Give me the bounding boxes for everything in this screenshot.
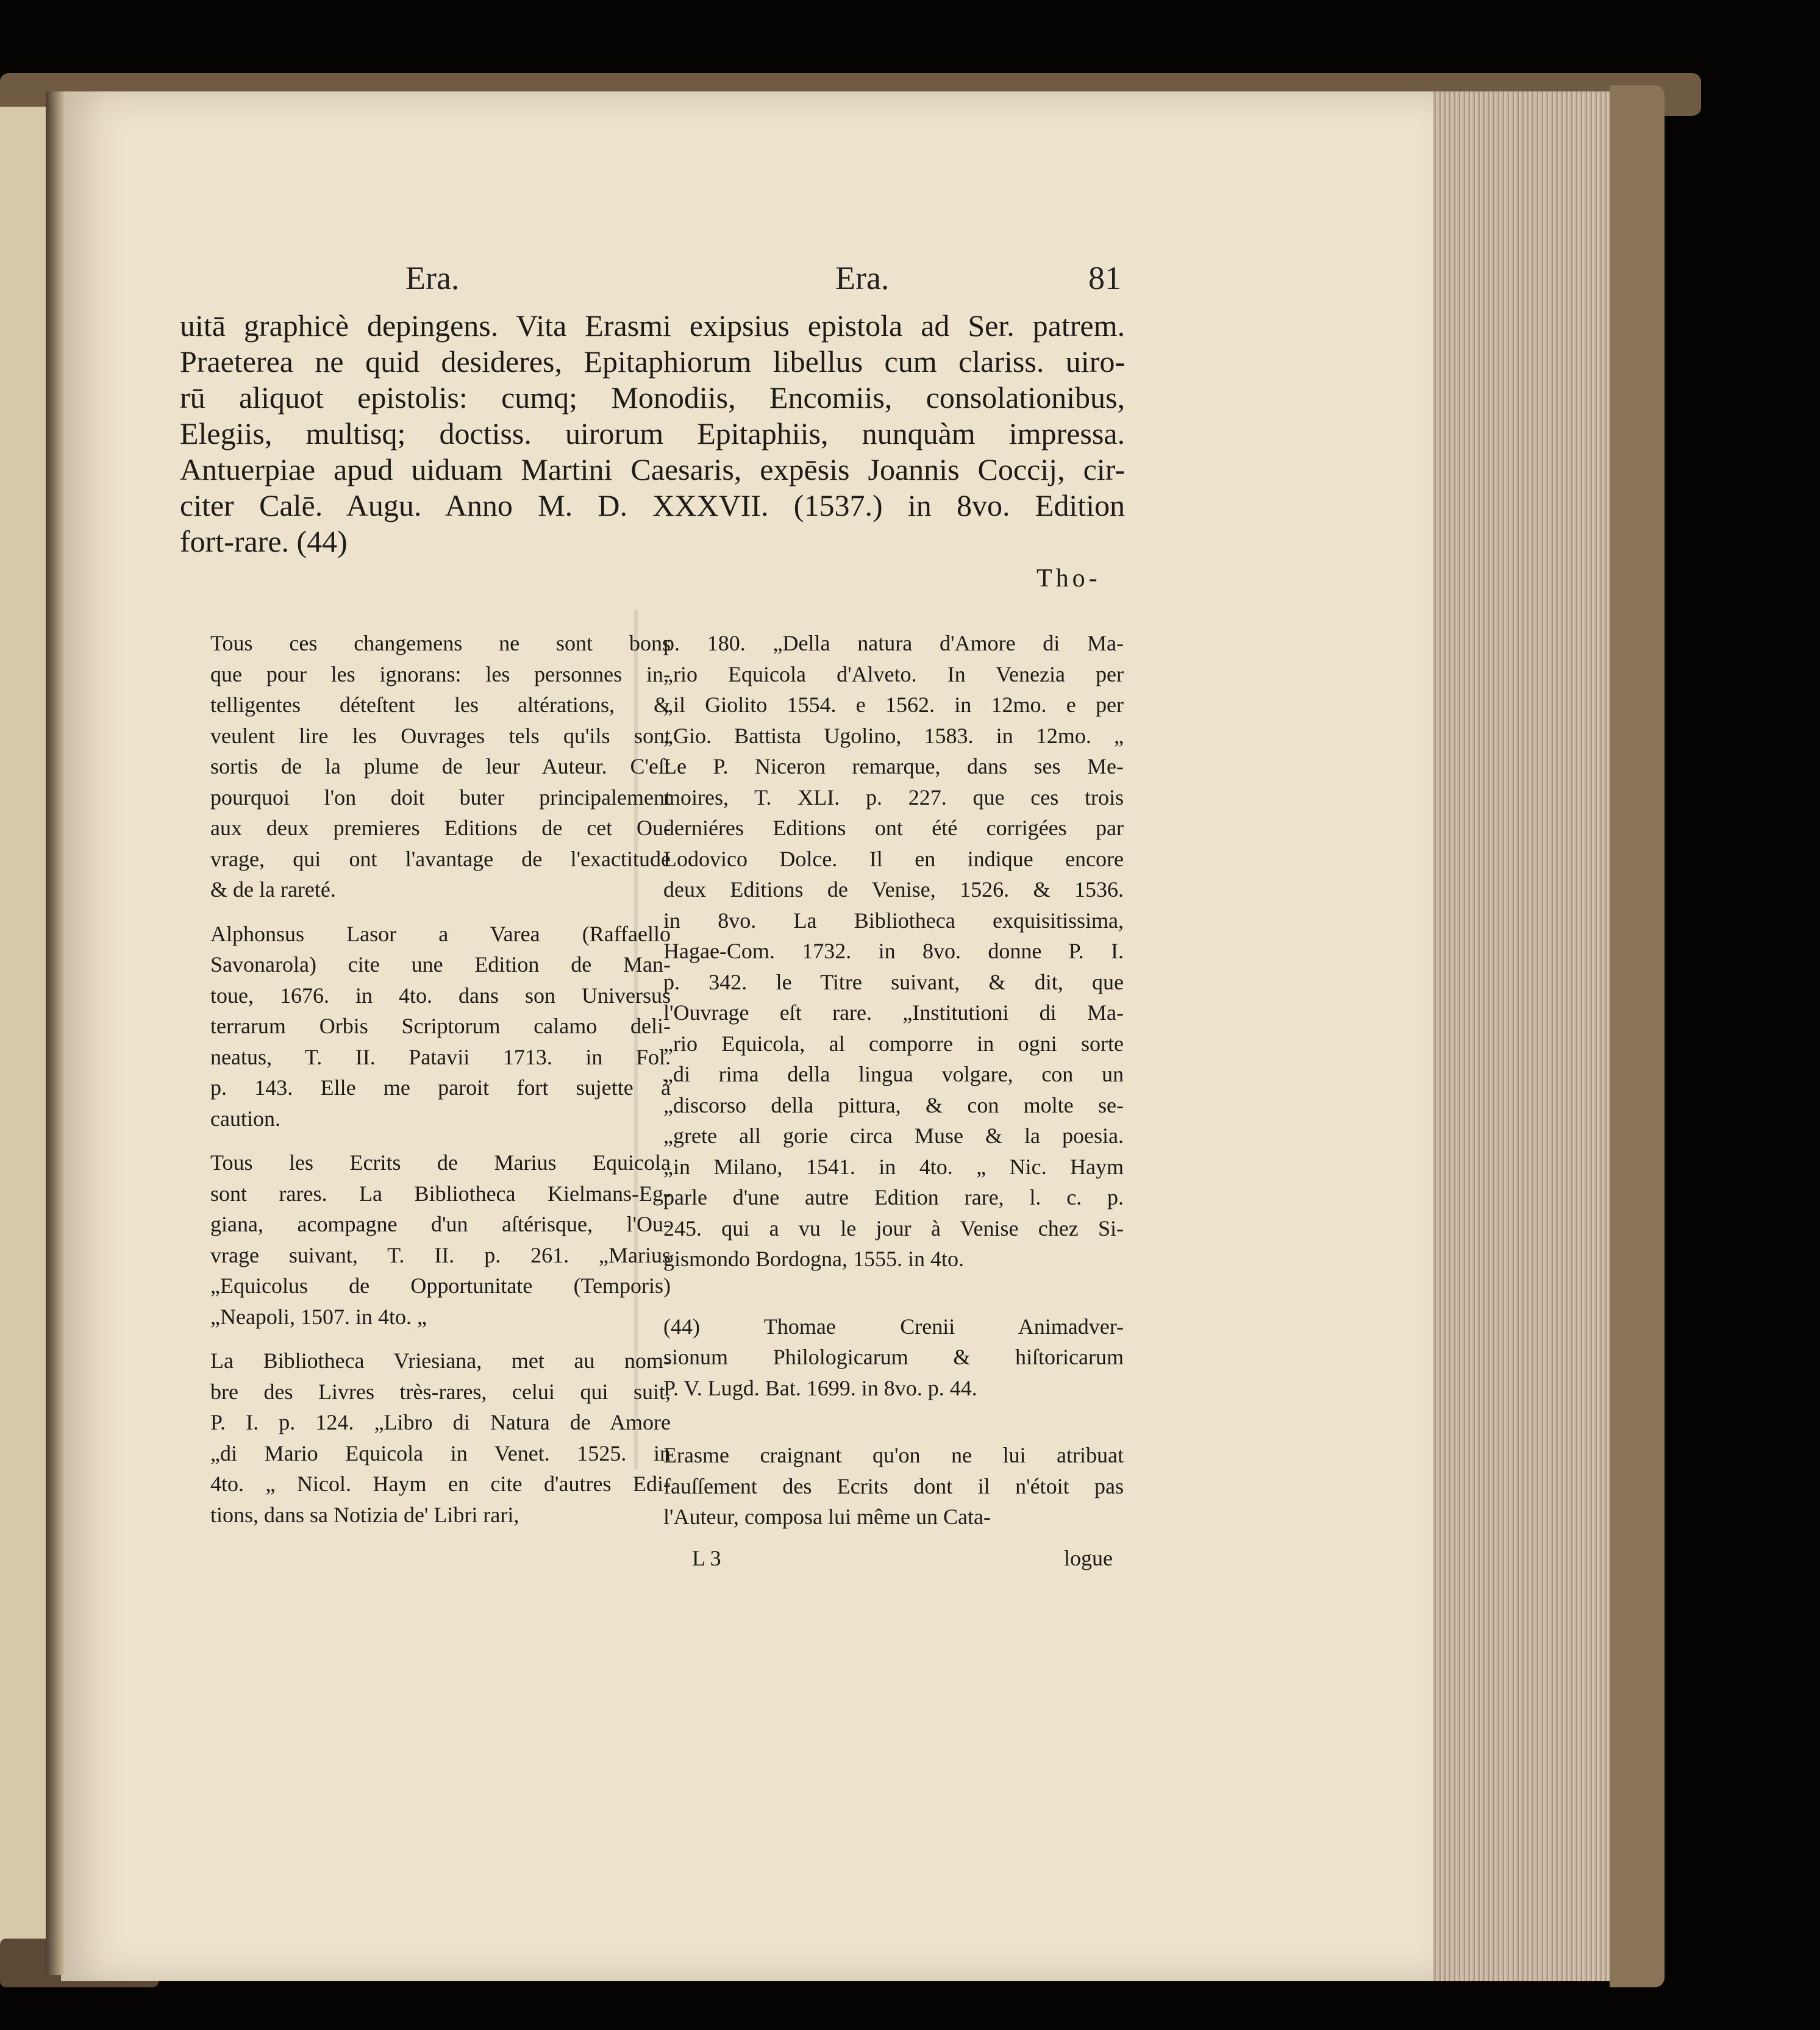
left-column-text [210, 628, 671, 1530]
text-line: 245. qui a vu le jour à Venise chez Si- [663, 1216, 1124, 1241]
title-entry-block [180, 308, 1125, 560]
title-line: Praeterea ne quid desideres, Epitaphiorum libellus cum clariss. uiro- [180, 344, 1125, 379]
text-line: Savonarola) cite une Edition de Man- [210, 952, 671, 977]
title-line: citer Calē. Augu. Anno M. D. XXXVII. (1537.) in 8vo. Edition [180, 488, 1125, 522]
text-line: & de la rareté. [210, 877, 336, 902]
title-line: Antuerpiae apud uiduam Martini Caesaris, expēsis Joannis Coccij, cir- [180, 452, 1125, 486]
text-line: l'Auteur, composa lui même un Cata- [663, 1505, 991, 1529]
text-line: giana, acompagne d'un aſtérisque, l'Ou- [210, 1212, 671, 1236]
text-line: in 8vo. La Bibliotheca exquisitissima, [663, 908, 1124, 933]
paragraph-spacing [210, 905, 671, 919]
text-line: p. 180. „Della natura d'Amore di Ma- [663, 631, 1124, 655]
paragraph-spacing [663, 1403, 1124, 1440]
paragraph-spacing [210, 1332, 671, 1345]
text-line: „rio Equicola d'Alveto. In Venezia per [663, 661, 1124, 686]
text-line: „Equicolus de Opportunitate (Temporis) [210, 1273, 671, 1298]
text-line: „in Milano, 1541. in 4to. „ Nic. Haym [663, 1154, 1124, 1179]
text-line: que pour les ignorans: les personnes in- [210, 661, 671, 686]
text-line: Lodovico Dolce. Il en indique encore [663, 846, 1124, 871]
text-line: „rio Equicola, al comporre in ogni sorte [663, 1031, 1124, 1056]
signature-mark: L 3 [692, 1546, 721, 1570]
page-fore-edge [1433, 91, 1610, 1981]
text-line: Le P. Niceron remarque, dans ses Me- [663, 754, 1124, 778]
text-line: vrage, qui ont l'avantage de l'exactitude [210, 846, 671, 871]
text-line: sont rares. La Bibliotheca Kielmans-Eg- [210, 1181, 671, 1206]
catchword-bottom: logue [1064, 1546, 1113, 1570]
text-line: parle d'une autre Edition rare, l. c. p. [663, 1185, 1124, 1209]
paragraph-spacing [663, 1275, 1124, 1311]
text-line: p. 143. Elle me paroit fort sujette à [210, 1075, 671, 1100]
text-line: veulent lire les Ouvrages tels qu'ils sont [210, 723, 671, 748]
text-line: bre des Livres très-rares, celui qui suit, [210, 1379, 671, 1404]
text-line: fauſſement des Ecrits dont il n'étoit pas [663, 1473, 1124, 1498]
right-column-text [663, 628, 1124, 1533]
book-back-cover [1610, 85, 1665, 1987]
title-line: uitā graphicè depingens. Vita Erasmi exipsius epistola ad Ser. patrem. [180, 308, 1125, 343]
page-number: 81 [1088, 260, 1121, 296]
spine-gutter [46, 91, 64, 1975]
text-line: Hagae-Com. 1732. in 8vo. donne P. I. [663, 939, 1124, 963]
title-line: rū aliquot epistolis: cumq; Monodiis, Encomiis, consolationibus, [180, 380, 1125, 415]
text-line: telligentes déteſtent les altérations, & [210, 693, 671, 717]
text-line: l'Ouvrage eſt rare. „Institutioni di Ma- [663, 1000, 1124, 1025]
text-line: pourquoi l'on doit buter principalement [210, 785, 671, 810]
text-line: Alphonsus Lasor a Varea (Raffaello [210, 921, 671, 946]
text-line: caution. [210, 1106, 280, 1131]
text-line: moires, T. XLI. p. 227. que ces trois [663, 785, 1124, 810]
text-line: „grete all gorie circa Muse & la poesia. [663, 1124, 1124, 1148]
text-line: vrage suivant, T. II. p. 261. „Marius [210, 1242, 671, 1267]
text-line: sortis de la plume de leur Auteur. C'eſt [210, 754, 671, 778]
text-line: neatus, T. II. Patavii 1713. in Fol. [210, 1044, 671, 1069]
text-line: P. V. Lugd. Bat. 1699. in 8vo. p. 44. [663, 1375, 977, 1400]
running-head-center: Era. [835, 260, 890, 296]
text-line: tions, dans sa Notizia de' Libri rari, [210, 1502, 519, 1527]
paragraph-spacing [210, 1134, 671, 1147]
text-line: aux deux premieres Editions de cet Ou- [210, 816, 671, 840]
text-line: „Neapoli, 1507. in 4to. „ [210, 1304, 427, 1329]
text-line: „Gio. Battista Ugolino, 1583. in 12mo. „ [663, 723, 1124, 748]
text-line: sionum Philologicarum & hiſtoricarum [663, 1345, 1124, 1369]
text-line: derniéres Editions ont été corrigées par [663, 816, 1124, 840]
text-line: Tous ces changemens ne sont bons [210, 631, 671, 655]
left-facing-page [0, 107, 48, 1972]
text-line: P. I. p. 124. „Libro di Natura de Amore [210, 1410, 671, 1434]
catchword-top: Tho- [1037, 564, 1101, 593]
running-head-left: Era. [405, 260, 460, 296]
title-line: fort-rare. (44) [180, 524, 348, 558]
text-line: „di Mario Equicola in Venet. 1525. in [210, 1441, 671, 1466]
text-line: terrarum Orbis Scriptorum calamo deli- [210, 1014, 671, 1038]
text-line: deux Editions de Venise, 1526. & 1536. [663, 877, 1124, 902]
text-line: „il Giolito 1554. e 1562. in 12mo. e per [663, 693, 1124, 717]
text-line: „discorso della pittura, & con molte se- [663, 1092, 1124, 1117]
text-line: p. 342. le Titre suivant, & dit, que [663, 969, 1124, 994]
text-line: toue, 1676. in 4to. dans son Universus [210, 983, 671, 1008]
text-line: 4to. „ Nicol. Haym en cite d'autres Edi- [210, 1472, 671, 1496]
text-line: Tous les Ecrits de Marius Equicola [210, 1150, 671, 1175]
text-line: „di rima della lingua volgare, con un [663, 1062, 1124, 1086]
title-line: Elegiis, multisq; doctiss. uirorum Epitaphiis, nunquàm impressa. [180, 416, 1125, 451]
text-line: (44) Thomae Crenii Animadver- [663, 1314, 1124, 1339]
text-line: gismondo Bordogna, 1555. in 4to. [663, 1247, 964, 1271]
text-line: La Bibliotheca Vriesiana, met au nom- [210, 1348, 671, 1373]
text-line: Erasme craignant qu'on ne lui atribuat [663, 1443, 1124, 1467]
